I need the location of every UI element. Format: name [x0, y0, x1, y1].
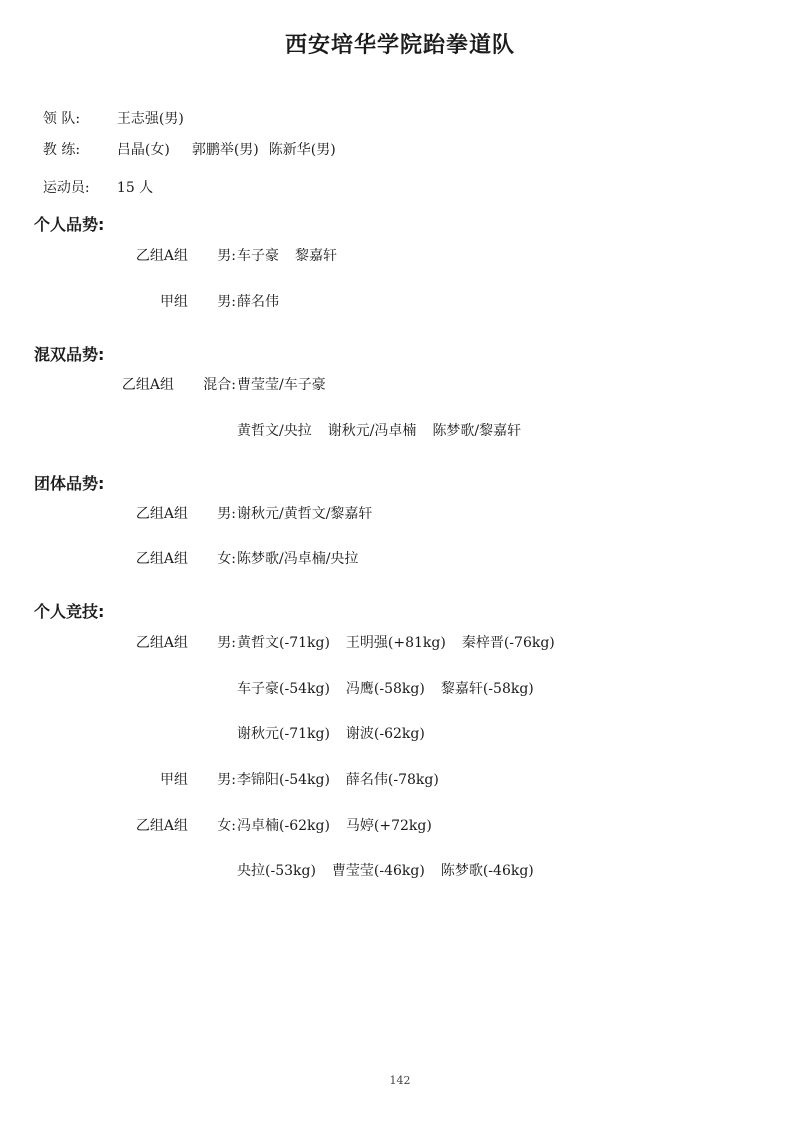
- pair-names: 陈梦歌/黎嘉轩: [432, 423, 522, 439]
- athlete-weight: 央拉(-53kg): [237, 863, 316, 879]
- athletes-row: [34, 161, 153, 197]
- coach-name: 陈新华(男): [268, 142, 336, 158]
- names-line: [237, 860, 550, 880]
- athletes-count: 15 人: [116, 180, 154, 196]
- entry-row: [124, 769, 236, 789]
- entry-row: [124, 632, 236, 652]
- athlete-weight: 薛名伟(-78kg): [345, 772, 439, 788]
- gender-label: 男:: [217, 294, 236, 310]
- pair-names: 谢秋元/冯卓楠: [327, 423, 417, 439]
- names-line: [237, 420, 537, 440]
- names-line: [237, 291, 295, 311]
- gender-label: 女:: [217, 818, 236, 834]
- gender-label: 混合:: [203, 377, 236, 393]
- names-line: [237, 632, 571, 652]
- names-line: [237, 245, 353, 265]
- section-heading: 个人品势:: [34, 215, 105, 234]
- athlete-weight: 谢波(-62kg): [345, 726, 425, 742]
- names-line: [237, 374, 342, 394]
- group-label: 乙组A组: [135, 506, 188, 522]
- group-label: 乙组A组: [135, 248, 188, 264]
- gender-label: 男:: [217, 248, 236, 264]
- athlete-name: 薛名伟: [237, 294, 279, 310]
- athletes-label: 运动员:: [42, 180, 90, 196]
- athlete-weight: 曹莹莹(-46kg): [331, 863, 425, 879]
- entry-row: [124, 245, 236, 265]
- page-number: 142: [389, 1074, 411, 1087]
- entry-row: [124, 503, 236, 523]
- section-heading: 混双品势:: [34, 345, 105, 364]
- pair-names: 黄哲文/央拉: [237, 423, 312, 439]
- page-title: 西安培华学院跆拳道队: [284, 33, 515, 58]
- leader-name: 王志强(男): [116, 111, 184, 127]
- entry-row: [124, 548, 236, 568]
- athlete-weight: 马婷(+72kg): [345, 818, 432, 834]
- gender-label: 男:: [217, 506, 236, 522]
- gender-label: 女:: [217, 551, 236, 567]
- coach-label: 教 练:: [42, 142, 81, 158]
- athlete-name: 黎嘉轩: [295, 248, 337, 264]
- entry-row: [124, 291, 236, 311]
- athlete-weight: 王明强(+81kg): [345, 635, 446, 651]
- athlete-weight: 冯鹰(-58kg): [345, 681, 425, 697]
- athlete-name: 车子豪: [237, 248, 279, 264]
- entry-row: [110, 374, 236, 394]
- group-label: 乙组A组: [135, 818, 188, 834]
- coach-row: [34, 123, 336, 159]
- athlete-weight: 车子豪(-54kg): [237, 681, 330, 697]
- coach-name: 郭鹏举(男): [191, 142, 259, 158]
- group-label: 甲组: [160, 772, 188, 788]
- group-label: 乙组A组: [135, 551, 188, 567]
- names-line: [237, 769, 455, 789]
- gender-label: 男:: [217, 635, 236, 651]
- athlete-weight: 冯卓楠(-62kg): [237, 818, 330, 834]
- group-label: 乙组A组: [135, 635, 188, 651]
- athlete-weight: 陈梦歌(-46kg): [440, 863, 534, 879]
- leader-label: 领 队:: [42, 111, 81, 127]
- athlete-weight: 谢秋元(-71kg): [237, 726, 330, 742]
- gender-label: 男:: [217, 772, 236, 788]
- section-heading: 团体品势:: [34, 474, 105, 493]
- group-label: 甲组: [160, 294, 188, 310]
- names-line: [237, 815, 448, 835]
- team-names: 陈梦歌/冯卓楠/央拉: [237, 551, 359, 567]
- coach-name: 吕晶(女): [116, 142, 170, 158]
- names-line: [237, 723, 441, 743]
- athlete-weight: 秦梓晋(-76kg): [461, 635, 555, 651]
- group-label: 乙组A组: [121, 377, 174, 393]
- athlete-weight: 李锦阳(-54kg): [237, 772, 330, 788]
- pair-names: 曹莹莹/车子豪: [237, 377, 326, 393]
- names-line: [237, 503, 388, 523]
- athlete-weight: 黎嘉轩(-58kg): [440, 681, 534, 697]
- names-line: [237, 678, 550, 698]
- names-line: [237, 548, 374, 568]
- athlete-weight: 黄哲文(-71kg): [237, 635, 330, 651]
- entry-row: [124, 815, 236, 835]
- team-names: 谢秋元/黄哲文/黎嘉轩: [237, 506, 373, 522]
- section-heading: 个人竞技:: [34, 602, 105, 621]
